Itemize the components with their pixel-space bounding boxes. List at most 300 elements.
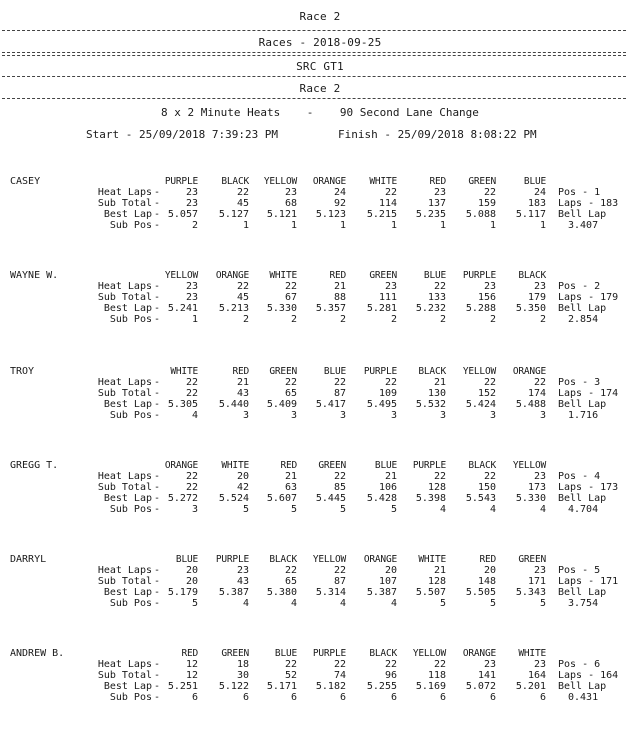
value-cell: 22 xyxy=(333,377,346,388)
row-label: Sub Pos xyxy=(109,410,152,421)
value-cell: 173 xyxy=(527,482,546,493)
racer-block xyxy=(0,460,640,540)
value-cell: 1 xyxy=(390,220,397,231)
value-cell: 65 xyxy=(284,576,297,587)
value-cell: 20 xyxy=(185,565,198,576)
lane-color: WHITE xyxy=(518,648,546,659)
lane-color: ORANGE xyxy=(363,554,397,565)
lane-color: PURPLE xyxy=(412,460,446,471)
lane-color: WHITE xyxy=(170,366,198,377)
row-label: Sub Total xyxy=(97,482,152,493)
value-cell: 22 xyxy=(384,659,397,670)
row-dash: - xyxy=(154,670,161,681)
summary-bell-label: Bell Lap xyxy=(558,209,607,220)
value-cell: 5.398 xyxy=(415,493,446,504)
value-cell: 183 xyxy=(527,198,546,209)
value-cell: 107 xyxy=(378,576,397,587)
summary-pos: Pos - 2 xyxy=(558,281,601,292)
value-cell: 22 xyxy=(483,471,496,482)
value-cell: 22 xyxy=(333,471,346,482)
summary-bell-label: Bell Lap xyxy=(558,303,607,314)
value-cell: 22 xyxy=(384,377,397,388)
lane-color: RED xyxy=(479,554,496,565)
row-label: Sub Pos xyxy=(109,220,152,231)
racer-name: ANDREW B. xyxy=(10,648,65,659)
lane-color: YELLOW xyxy=(412,648,446,659)
row-dash: - xyxy=(154,303,161,314)
value-cell: 5.507 xyxy=(415,587,446,598)
value-cell: 5.171 xyxy=(266,681,297,692)
value-cell: 109 xyxy=(378,388,397,399)
summary-bell-value: 3.754 xyxy=(568,598,599,609)
lane-color: WHITE xyxy=(269,270,297,281)
value-cell: 23 xyxy=(483,659,496,670)
value-cell: 5.409 xyxy=(266,399,297,410)
row-label: Heat Laps xyxy=(97,565,152,576)
lane-color: BLACK xyxy=(269,554,297,565)
summary-bell-label: Bell Lap xyxy=(558,493,607,504)
row-label: Best Lap xyxy=(103,209,152,220)
value-cell: 2 xyxy=(339,314,346,325)
value-cell: 5.505 xyxy=(465,587,496,598)
row-label: Heat Laps xyxy=(97,281,152,292)
lane-color: PURPLE xyxy=(312,648,346,659)
racer-name: CASEY xyxy=(10,176,41,187)
value-cell: 23 xyxy=(483,281,496,292)
summary-laps: Laps - 173 xyxy=(558,482,619,493)
value-cell: 24 xyxy=(333,187,346,198)
value-cell: 5.357 xyxy=(315,303,346,314)
summary-bell-label: Bell Lap xyxy=(558,587,607,598)
value-cell: 128 xyxy=(427,482,446,493)
lane-color: BLACK xyxy=(221,176,249,187)
value-cell: 22 xyxy=(284,281,297,292)
lane-color: BLUE xyxy=(374,460,397,471)
value-cell: 5 xyxy=(339,504,346,515)
value-cell: 159 xyxy=(477,198,496,209)
value-cell: 5.488 xyxy=(515,399,546,410)
value-cell: 6 xyxy=(339,692,346,703)
value-cell: 43 xyxy=(236,576,249,587)
value-cell: 2 xyxy=(439,314,446,325)
summary-bell-label: Bell Lap xyxy=(558,681,607,692)
lane-color: ORANGE xyxy=(512,366,546,377)
value-cell: 5.251 xyxy=(167,681,198,692)
lane-color: BLUE xyxy=(523,176,546,187)
row-dash: - xyxy=(154,209,161,220)
value-cell: 5 xyxy=(439,598,446,609)
row-dash: - xyxy=(154,187,161,198)
racer-block xyxy=(0,366,640,446)
value-cell: 179 xyxy=(527,292,546,303)
value-cell: 96 xyxy=(384,670,397,681)
value-cell: 88 xyxy=(333,292,346,303)
value-cell: 22 xyxy=(483,377,496,388)
lane-color: PURPLE xyxy=(164,176,198,187)
summary-laps: Laps - 164 xyxy=(558,670,619,681)
value-cell: 23 xyxy=(185,292,198,303)
divider xyxy=(2,55,626,56)
racer-block xyxy=(0,270,640,350)
value-cell: 23 xyxy=(185,198,198,209)
lane-color: GREEN xyxy=(318,460,346,471)
racer-name: WAYNE W. xyxy=(10,270,59,281)
row-dash: - xyxy=(154,281,161,292)
value-cell: 5.057 xyxy=(167,209,198,220)
value-cell: 133 xyxy=(427,292,446,303)
summary-pos: Pos - 4 xyxy=(558,471,601,482)
row-label: Sub Total xyxy=(97,576,152,587)
value-cell: 4 xyxy=(489,504,496,515)
divider xyxy=(2,30,626,31)
value-cell: 21 xyxy=(433,565,446,576)
row-label: Sub Total xyxy=(97,198,152,209)
lane-color: PURPLE xyxy=(363,366,397,377)
start-time: Start - 25/09/2018 7:39:23 PM xyxy=(86,128,279,141)
value-cell: 22 xyxy=(433,281,446,292)
value-cell: 3 xyxy=(242,410,249,421)
value-cell: 43 xyxy=(236,388,249,399)
value-cell: 141 xyxy=(477,670,496,681)
value-cell: 22 xyxy=(236,187,249,198)
value-cell: 4 xyxy=(290,598,297,609)
row-label: Best Lap xyxy=(103,587,152,598)
row-dash: - xyxy=(154,220,161,231)
value-cell: 42 xyxy=(236,482,249,493)
value-cell: 21 xyxy=(333,281,346,292)
value-cell: 5.201 xyxy=(515,681,546,692)
value-cell: 5.215 xyxy=(366,209,397,220)
summary-pos: Pos - 3 xyxy=(558,377,601,388)
lane-color: PURPLE xyxy=(462,270,496,281)
lane-color: GREEN xyxy=(221,648,249,659)
lane-color: YELLOW xyxy=(263,176,297,187)
value-cell: 5.424 xyxy=(465,399,496,410)
value-cell: 22 xyxy=(284,377,297,388)
value-cell: 5.445 xyxy=(315,493,346,504)
value-cell: 5.232 xyxy=(415,303,446,314)
value-cell: 5.123 xyxy=(315,209,346,220)
value-cell: 85 xyxy=(333,482,346,493)
value-cell: 2 xyxy=(290,314,297,325)
value-cell: 5.182 xyxy=(315,681,346,692)
value-cell: 5.428 xyxy=(366,493,397,504)
value-cell: 1 xyxy=(191,314,198,325)
lane-color: BLUE xyxy=(274,648,297,659)
class-line: SRC GT1 xyxy=(296,60,344,73)
row-label: Sub Total xyxy=(97,292,152,303)
value-cell: 5.121 xyxy=(266,209,297,220)
row-dash: - xyxy=(154,292,161,303)
value-cell: 6 xyxy=(439,692,446,703)
row-dash: - xyxy=(154,410,161,421)
value-cell: 3 xyxy=(489,410,496,421)
value-cell: 1 xyxy=(489,220,496,231)
value-cell: 23 xyxy=(185,281,198,292)
value-cell: 5 xyxy=(390,504,397,515)
summary-bell-value: 3.407 xyxy=(568,220,599,231)
value-cell: 1 xyxy=(339,220,346,231)
value-cell: 171 xyxy=(527,576,546,587)
value-cell: 5.607 xyxy=(266,493,297,504)
value-cell: 4 xyxy=(339,598,346,609)
value-cell: 114 xyxy=(378,198,397,209)
value-cell: 4 xyxy=(191,410,198,421)
value-cell: 5.088 xyxy=(465,209,496,220)
lane-color: BLUE xyxy=(423,270,446,281)
value-cell: 2 xyxy=(242,314,249,325)
row-dash: - xyxy=(154,377,161,388)
lane-color: WHITE xyxy=(369,176,397,187)
value-cell: 22 xyxy=(433,659,446,670)
value-cell: 2 xyxy=(539,314,546,325)
races-line: Races - 2018-09-25 xyxy=(258,36,382,49)
summary-bell-value: 4.704 xyxy=(568,504,599,515)
value-cell: 137 xyxy=(427,198,446,209)
value-cell: 4 xyxy=(539,504,546,515)
value-cell: 87 xyxy=(333,576,346,587)
row-dash: - xyxy=(154,504,161,515)
value-cell: 23 xyxy=(433,187,446,198)
value-cell: 22 xyxy=(483,187,496,198)
value-cell: 22 xyxy=(384,187,397,198)
lane-color: BLACK xyxy=(369,648,397,659)
summary-pos: Pos - 5 xyxy=(558,565,601,576)
value-cell: 3 xyxy=(439,410,446,421)
value-cell: 106 xyxy=(378,482,397,493)
value-cell: 2 xyxy=(489,314,496,325)
value-cell: 22 xyxy=(533,377,546,388)
value-cell: 22 xyxy=(433,471,446,482)
value-cell: 5.314 xyxy=(315,587,346,598)
lane-color: RED xyxy=(429,176,446,187)
row-dash: - xyxy=(154,692,161,703)
row-label: Sub Total xyxy=(97,388,152,399)
lane-color: ORANGE xyxy=(312,176,346,187)
value-cell: 130 xyxy=(427,388,446,399)
value-cell: 5.330 xyxy=(266,303,297,314)
row-dash: - xyxy=(154,565,161,576)
value-cell: 5.343 xyxy=(515,587,546,598)
value-cell: 5.288 xyxy=(465,303,496,314)
racer-name: GREGG T. xyxy=(10,460,59,471)
row-dash: - xyxy=(154,493,161,504)
value-cell: 6 xyxy=(242,692,249,703)
value-cell: 6 xyxy=(489,692,496,703)
value-cell: 5.350 xyxy=(515,303,546,314)
lane-color: BLACK xyxy=(518,270,546,281)
row-dash: - xyxy=(154,388,161,399)
row-label: Best Lap xyxy=(103,493,152,504)
value-cell: 5.387 xyxy=(366,587,397,598)
row-label: Sub Pos xyxy=(109,598,152,609)
divider xyxy=(2,98,626,99)
lane-color: YELLOW xyxy=(312,554,346,565)
value-cell: 20 xyxy=(483,565,496,576)
value-cell: 1 xyxy=(439,220,446,231)
value-cell: 67 xyxy=(284,292,297,303)
summary-bell-label: Bell Lap xyxy=(558,399,607,410)
row-dash: - xyxy=(154,198,161,209)
value-cell: 2 xyxy=(390,314,397,325)
value-cell: 21 xyxy=(236,377,249,388)
race-line: Race 2 xyxy=(299,82,341,95)
value-cell: 74 xyxy=(333,670,346,681)
value-cell: 21 xyxy=(433,377,446,388)
value-cell: 18 xyxy=(236,659,249,670)
value-cell: 12 xyxy=(185,659,198,670)
summary-bell-value: 2.854 xyxy=(568,314,599,325)
value-cell: 23 xyxy=(533,565,546,576)
row-dash: - xyxy=(154,399,161,410)
value-cell: 5.072 xyxy=(465,681,496,692)
racer-block xyxy=(0,648,640,728)
value-cell: 174 xyxy=(527,388,546,399)
value-cell: 5.380 xyxy=(266,587,297,598)
value-cell: 6 xyxy=(539,692,546,703)
value-cell: 5.543 xyxy=(465,493,496,504)
value-cell: 152 xyxy=(477,388,496,399)
lane-color: RED xyxy=(232,366,249,377)
value-cell: 20 xyxy=(384,565,397,576)
value-cell: 3 xyxy=(191,504,198,515)
value-cell: 5.169 xyxy=(415,681,446,692)
lane-color: ORANGE xyxy=(164,460,198,471)
row-dash: - xyxy=(154,482,161,493)
value-cell: 5.532 xyxy=(415,399,446,410)
value-cell: 22 xyxy=(284,565,297,576)
value-cell: 87 xyxy=(333,388,346,399)
value-cell: 23 xyxy=(236,565,249,576)
value-cell: 5.179 xyxy=(167,587,198,598)
value-cell: 128 xyxy=(427,576,446,587)
lane-color: PURPLE xyxy=(215,554,249,565)
value-cell: 65 xyxy=(284,388,297,399)
value-cell: 6 xyxy=(290,692,297,703)
value-cell: 3 xyxy=(390,410,397,421)
value-cell: 5.255 xyxy=(366,681,397,692)
row-label: Heat Laps xyxy=(97,659,152,670)
row-label: Best Lap xyxy=(103,303,152,314)
value-cell: 12 xyxy=(185,670,198,681)
value-cell: 3 xyxy=(290,410,297,421)
row-label: Best Lap xyxy=(103,399,152,410)
divider xyxy=(2,52,626,53)
value-cell: 63 xyxy=(284,482,297,493)
value-cell: 23 xyxy=(384,281,397,292)
lane-color: GREEN xyxy=(369,270,397,281)
value-cell: 5.122 xyxy=(218,681,249,692)
value-cell: 1 xyxy=(290,220,297,231)
lane-color: YELLOW xyxy=(164,270,198,281)
summary-bell-value: 1.716 xyxy=(568,410,599,421)
lane-color: BLUE xyxy=(175,554,198,565)
value-cell: 22 xyxy=(185,388,198,399)
value-cell: 24 xyxy=(533,187,546,198)
row-dash: - xyxy=(154,659,161,670)
lane-color: RED xyxy=(280,460,297,471)
value-cell: 5.440 xyxy=(218,399,249,410)
value-cell: 6 xyxy=(390,692,397,703)
value-cell: 4 xyxy=(439,504,446,515)
row-label: Heat Laps xyxy=(97,377,152,388)
summary-laps: Laps - 171 xyxy=(558,576,619,587)
value-cell: 23 xyxy=(185,187,198,198)
lane-color: ORANGE xyxy=(462,648,496,659)
value-cell: 5.495 xyxy=(366,399,397,410)
value-cell: 22 xyxy=(333,565,346,576)
value-cell: 30 xyxy=(236,670,249,681)
value-cell: 23 xyxy=(284,187,297,198)
value-cell: 1 xyxy=(242,220,249,231)
value-cell: 45 xyxy=(236,198,249,209)
summary-laps: Laps - 183 xyxy=(558,198,619,209)
lane-color: RED xyxy=(181,648,198,659)
value-cell: 164 xyxy=(527,670,546,681)
lane-color: GREEN xyxy=(518,554,546,565)
summary-pos: Pos - 1 xyxy=(558,187,601,198)
value-cell: 4 xyxy=(390,598,397,609)
page-title: Race 2 xyxy=(299,10,341,23)
value-cell: 150 xyxy=(477,482,496,493)
summary-bell-value: 0.431 xyxy=(568,692,599,703)
value-cell: 22 xyxy=(185,377,198,388)
value-cell: 92 xyxy=(333,198,346,209)
value-cell: 3 xyxy=(339,410,346,421)
value-cell: 5.330 xyxy=(515,493,546,504)
racer-name: TROY xyxy=(10,366,35,377)
summary-laps: Laps - 174 xyxy=(558,388,619,399)
lane-color: YELLOW xyxy=(512,460,546,471)
lane-color: WHITE xyxy=(418,554,446,565)
value-cell: 5 xyxy=(242,504,249,515)
value-cell: 5.213 xyxy=(218,303,249,314)
value-cell: 5 xyxy=(290,504,297,515)
summary-pos: Pos - 6 xyxy=(558,659,601,670)
value-cell: 5.127 xyxy=(218,209,249,220)
value-cell: 118 xyxy=(427,670,446,681)
row-dash: - xyxy=(154,681,161,692)
value-cell: 5.272 xyxy=(167,493,198,504)
row-dash: - xyxy=(154,314,161,325)
row-label: Sub Pos xyxy=(109,504,152,515)
value-cell: 22 xyxy=(185,471,198,482)
value-cell: 5.235 xyxy=(415,209,446,220)
row-label: Sub Pos xyxy=(109,314,152,325)
value-cell: 111 xyxy=(378,292,397,303)
lane-color: BLACK xyxy=(468,460,496,471)
row-label: Sub Total xyxy=(97,670,152,681)
summary-laps: Laps - 179 xyxy=(558,292,619,303)
value-cell: 22 xyxy=(236,281,249,292)
value-cell: 22 xyxy=(333,659,346,670)
racer-name: DARRYL xyxy=(10,554,47,565)
lane-color: RED xyxy=(329,270,346,281)
value-cell: 20 xyxy=(236,471,249,482)
value-cell: 5 xyxy=(489,598,496,609)
row-label: Best Lap xyxy=(103,681,152,692)
value-cell: 5.417 xyxy=(315,399,346,410)
racer-block xyxy=(0,554,640,634)
value-cell: 4 xyxy=(242,598,249,609)
lane-color: GREEN xyxy=(468,176,496,187)
row-dash: - xyxy=(154,576,161,587)
value-cell: 21 xyxy=(384,471,397,482)
value-cell: 22 xyxy=(185,482,198,493)
finish-time: Finish - 25/09/2018 8:08:22 PM xyxy=(338,128,537,141)
value-cell: 3 xyxy=(539,410,546,421)
value-cell: 156 xyxy=(477,292,496,303)
